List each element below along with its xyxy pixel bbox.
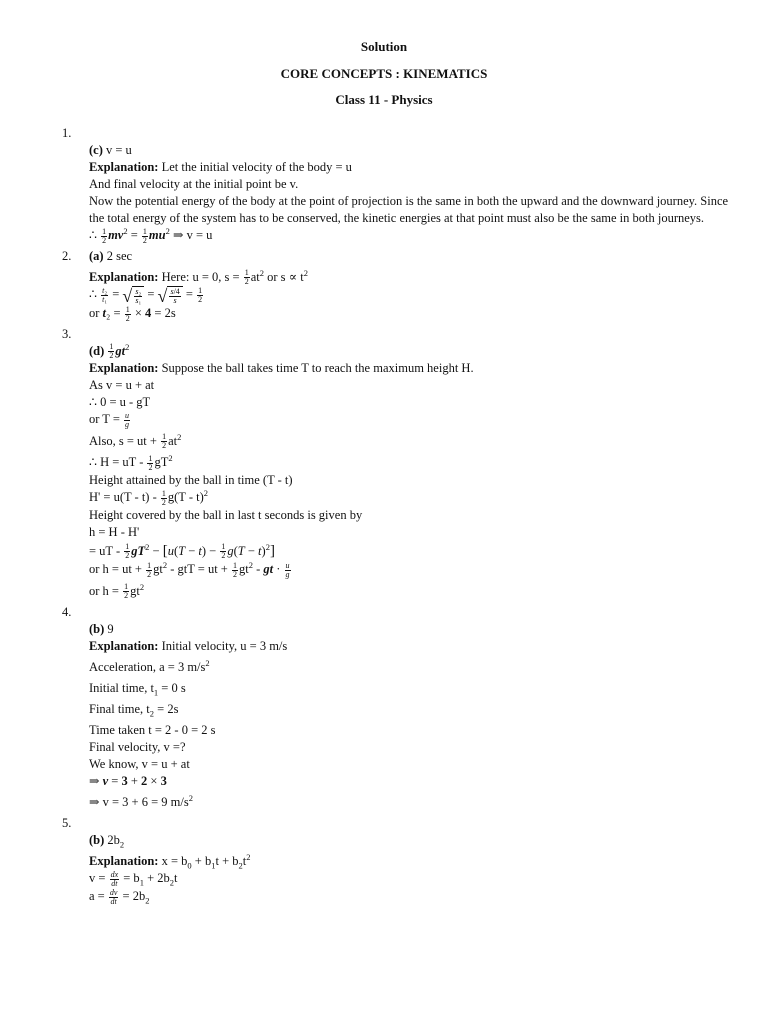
explanation-line: Explanation: Let the initial velocity of the body = u bbox=[89, 160, 352, 175]
equation-line: ∴ $\frac{1}{2}$ $mv^2$ = $\frac{1}{2}$ $mu^2$ ⇒ v = u bbox=[89, 225, 213, 245]
text-line: Initial time, $t_1 = 0$ s bbox=[89, 681, 186, 698]
text-line: As v = u + at bbox=[89, 378, 155, 393]
explanation-line: Explanation: Initial velocity, u = 3 m/s bbox=[89, 639, 288, 654]
answer-line: (d) $\frac{1}{2}$ $gt^2$ bbox=[89, 341, 130, 361]
text-line: Final velocity, v =? bbox=[89, 740, 186, 755]
equation-line: or h = ut + $\frac{1}{2}$ $gt^2$ - gtT = ut + $\frac{1}{2}$ $gt^2$ - gt · $\frac{u}{g}$ bbox=[89, 559, 290, 579]
equation-line: H' = u(T - t) - $\frac{1}{2}$ g(T - t)$^2$ bbox=[89, 487, 208, 507]
question-2 bbox=[62, 248, 768, 323]
text-line: And final velocity at the initial point be v. bbox=[89, 177, 299, 192]
text-line: Now the potential energy of the body at the point of projection is the same in both the upward and the downward journey. Since the total energy of the system has to be conserved, the kinetic energies at that point must also be the same in both journeys. bbox=[89, 194, 729, 226]
equation-line: ⇒ v = 3 + 2 × 3 bbox=[89, 774, 167, 789]
question-number: 5. bbox=[62, 816, 72, 831]
doc-title: Solution bbox=[360, 39, 408, 54]
equation-line: ∴ H = uT - $\frac{1}{2}$ $gT^2$ bbox=[89, 453, 173, 473]
explanation-line: Explanation: Here: u = 0, s = $\frac{1}{2}$ $at^2$ or $s \propto t^2$ bbox=[89, 267, 308, 287]
question-3 bbox=[62, 326, 768, 601]
text-line: h = H - H' bbox=[89, 524, 140, 539]
question-5 bbox=[62, 815, 768, 905]
question-number: 3. bbox=[62, 326, 72, 341]
equation-line: or h = $\frac{1}{2}$ $gt^2$ bbox=[89, 581, 145, 601]
text-line: Height attained by the ball in time (T - t) bbox=[89, 473, 293, 488]
equation-line: = uT - $\frac{1}{2}$ $gT^2 - [u(T - t)$ − $\frac{1}{2}$ $g(T - t)^2$] bbox=[89, 541, 275, 561]
explanation-line: Explanation: $x = b_0 + b_1t + b_2t^2$ bbox=[89, 852, 251, 871]
answer-line: (b) 9 bbox=[89, 622, 114, 637]
text-line: Acceleration, a = 3 $m/s^2$ bbox=[89, 658, 210, 675]
doc-subject: CORE CONCEPTS : KINEMATICS bbox=[280, 65, 488, 81]
equation-line: ⇒ v = 3 + 6 = 9 $m/s^2$ bbox=[89, 793, 193, 810]
text-line: Height covered by the ball in last t seconds is given by bbox=[89, 507, 363, 522]
text-line: ∴ 0 = u - gT bbox=[89, 395, 151, 410]
equation-line: v = $\frac{dx}{dt}$ = $b_1 + 2b_2t$ bbox=[89, 869, 178, 888]
text-line: Final time, $t_2 = 2s$ bbox=[89, 702, 179, 719]
equation-line: ∴ $\frac{\text{t₂}}{\text{t₁}}$ = √ $\frac{\text{s₂}}{\text{s₁}}$ = √ $\frac{s/4}{s}$ = $\frac{1}{2}$ bbox=[89, 285, 203, 306]
equation-line: or t₂ = $\frac{1}{2}$ × 4 = 2s bbox=[89, 304, 176, 323]
answer-line: (b) $2b_2$ bbox=[89, 833, 125, 850]
question-number: 2. bbox=[62, 248, 72, 263]
question-4 bbox=[62, 604, 768, 811]
answer-line: (a) 2 sec bbox=[89, 248, 133, 263]
question-1 bbox=[62, 125, 768, 245]
equation-line: Also, s = ut + $\frac{1}{2}$ $at^2$ bbox=[89, 431, 182, 451]
text-line: We know, v = u + at bbox=[89, 757, 190, 772]
equation-line: a = $\frac{dv}{dt}$ = $2b_2$ bbox=[89, 887, 150, 906]
answer-line: (c) v = u bbox=[89, 143, 132, 158]
explanation-line: Explanation: Suppose the ball takes time T to reach the maximum height H. bbox=[89, 361, 474, 376]
question-number: 1. bbox=[62, 126, 72, 141]
text-line: Time taken t = 2 - 0 = 2 s bbox=[89, 723, 216, 738]
doc-class: Class 11 - Physics bbox=[335, 92, 433, 108]
equation-line: or T = $\frac{u}{g}$ bbox=[89, 410, 130, 429]
question-number: 4. bbox=[62, 605, 72, 620]
